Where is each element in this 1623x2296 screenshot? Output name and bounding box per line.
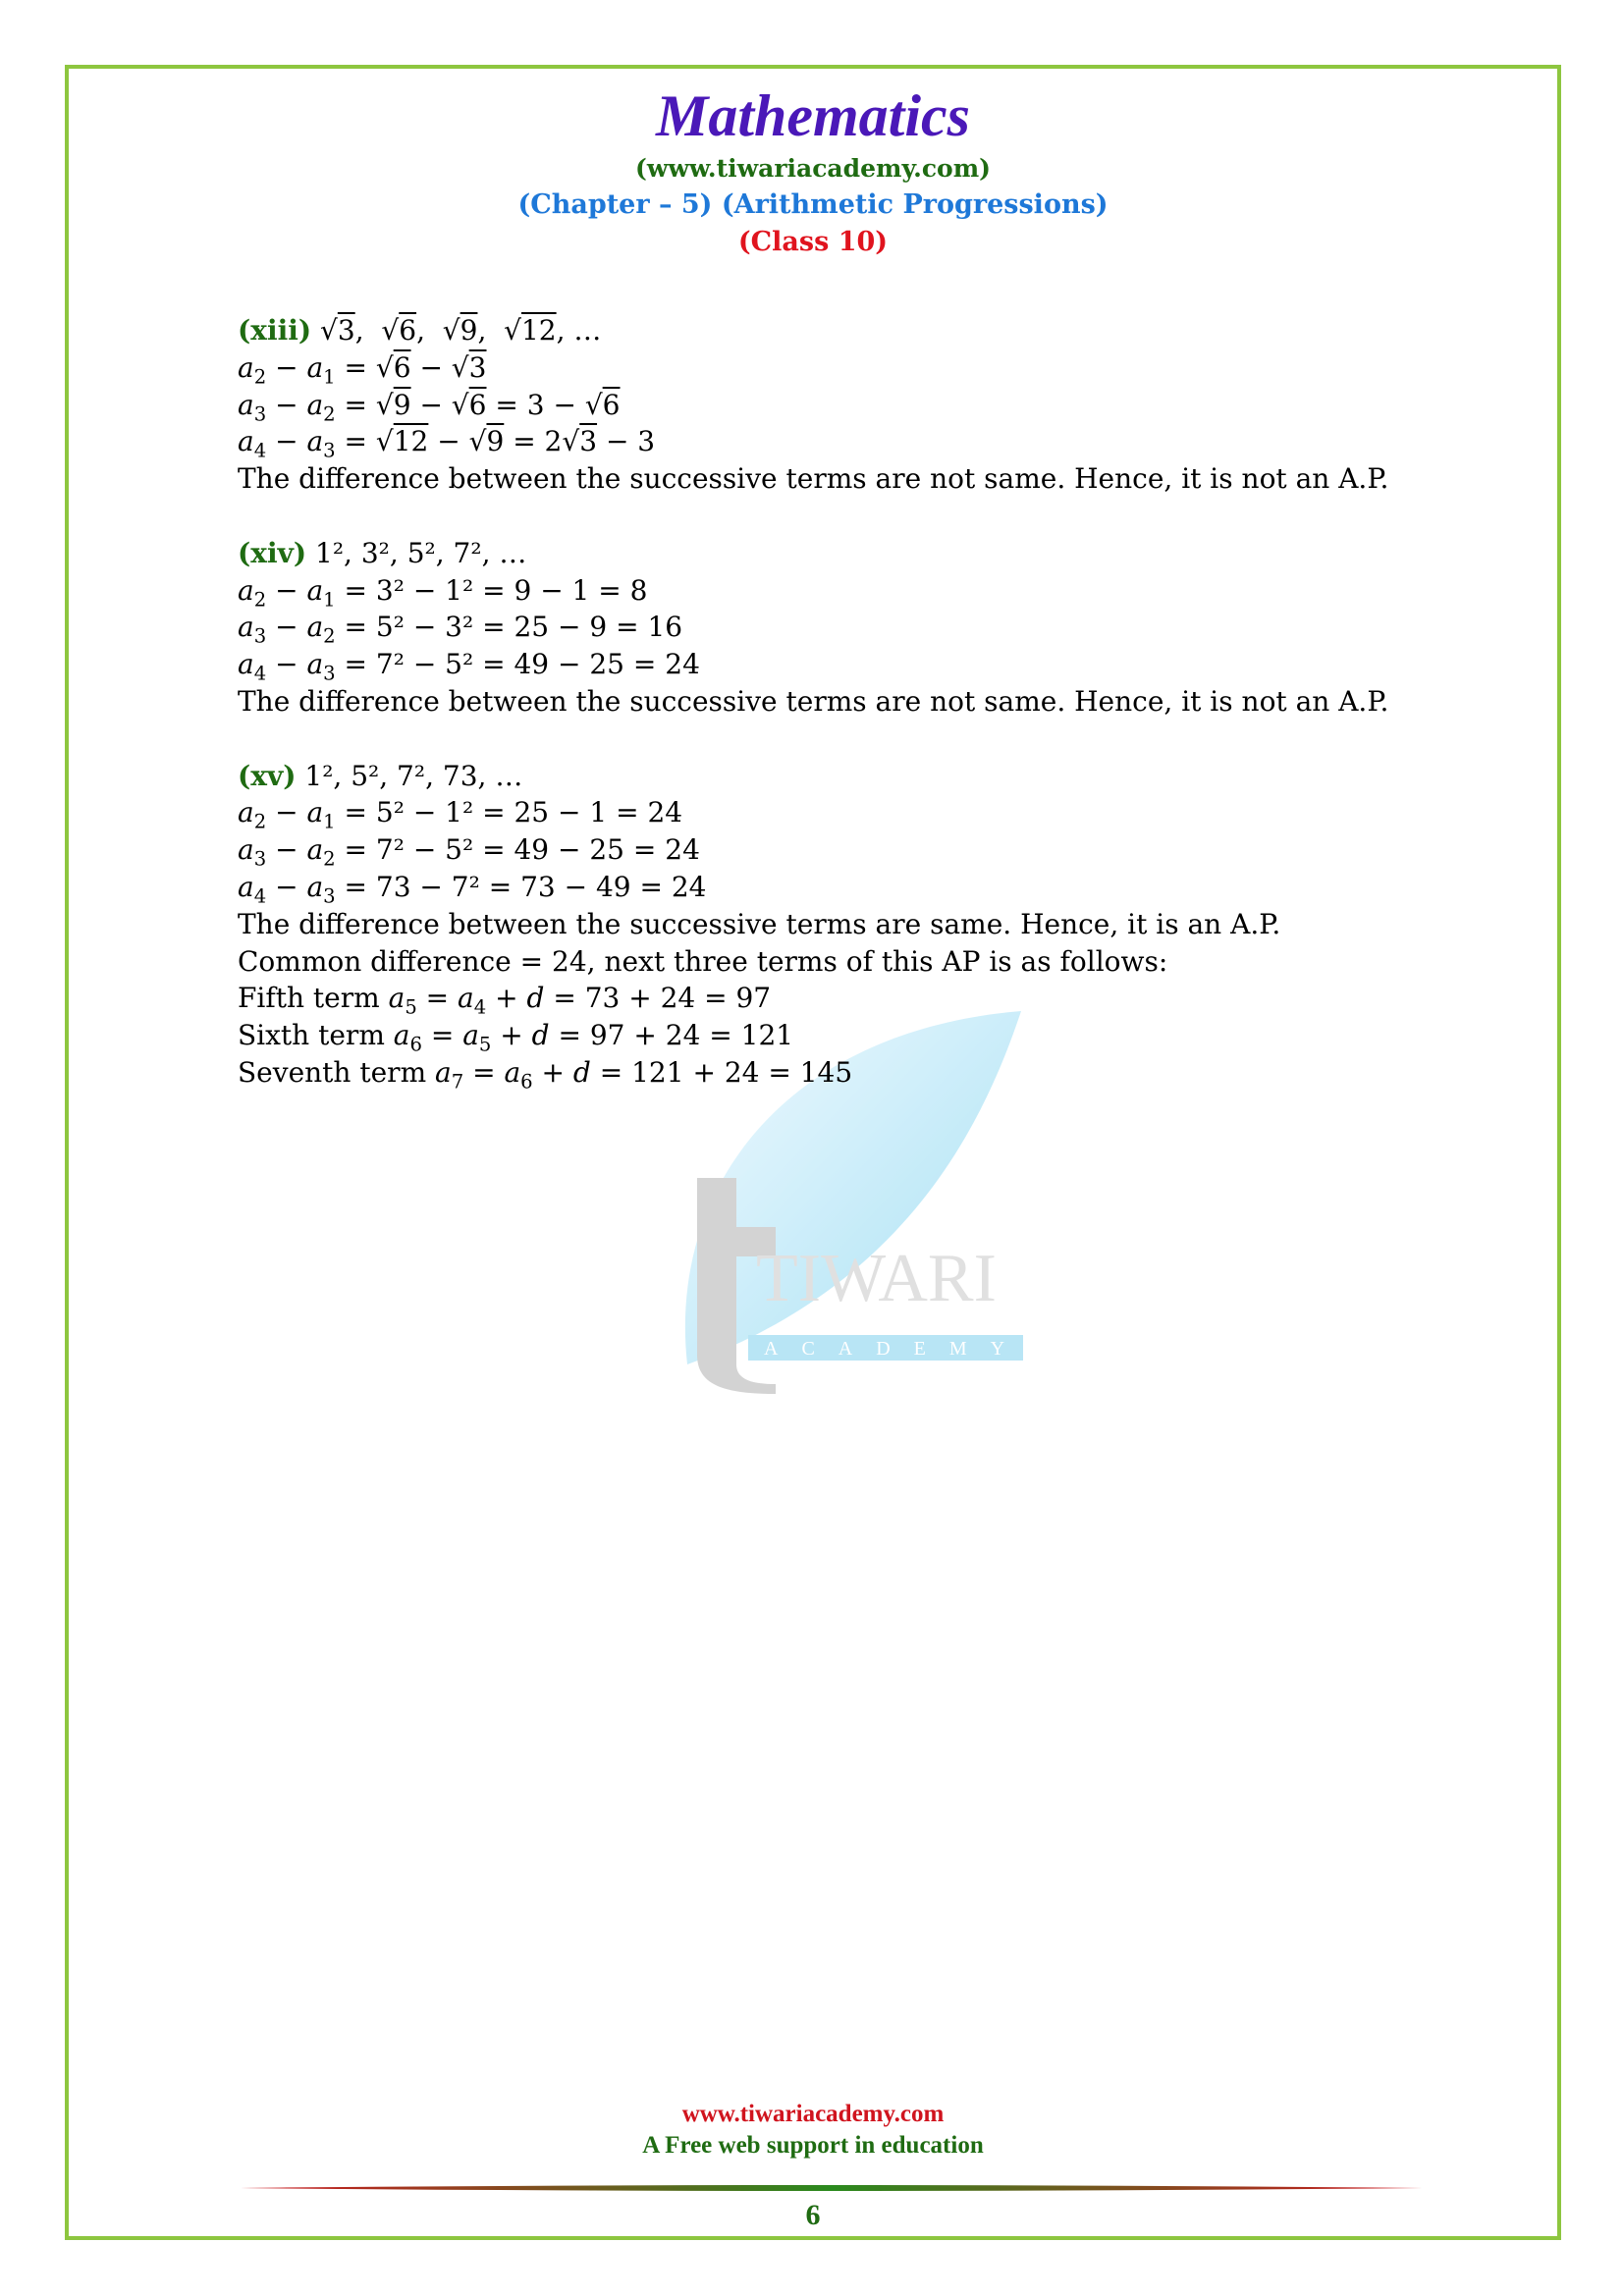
page-title: Mathematics xyxy=(655,83,970,148)
xv-sequence: 1², 5², 7², 73, … xyxy=(304,759,523,792)
xiv-conclusion: The difference between the successive terms are not same. Hence, it is not an A.P. xyxy=(238,684,1389,718)
watermark-sub: ACADEMY xyxy=(764,1338,1029,1360)
xiv-sequence-line xyxy=(238,535,1396,572)
xv-seventh-term: Seventh term $a_7 = a_6 + d = 121 + 24 = 145$ xyxy=(238,1055,853,1094)
xv-sixth-term: Sixth term $a_6 = a_5 + d = 97 + 24 = 121$ xyxy=(238,1019,794,1056)
header-site-link[interactable]: (www.tiwariacademy.com) xyxy=(634,154,991,183)
xiii-eq-1: $a_2 - a_1 = √6 - √3$ xyxy=(238,350,487,389)
page-footer xyxy=(65,2099,1561,2162)
solution-content xyxy=(238,312,1396,1092)
xiii-eq-3: $a_4 - a_3 = √12 - √9 = 2√3 - 3$ xyxy=(238,425,656,462)
xv-eq-1: $a_2 - a_1 = 5^2 - 1^2 = 25 - 1 = 24$ xyxy=(238,796,683,833)
xiii-label: (xiii) xyxy=(238,314,312,347)
xiv-label: (xiv) xyxy=(238,536,307,569)
xiv-sequence: 1², 3², 5², 7², … xyxy=(315,536,527,569)
page-number: 6 xyxy=(805,2199,821,2231)
class-heading: (Class 10) xyxy=(737,227,889,257)
footer-tagline: A Free web support in education xyxy=(642,2132,984,2159)
xv-conclusion: The difference between the successive terms are same. Hence, it is an A.P. xyxy=(238,907,1281,940)
xv-eq-3: $a_4 - a_3 = 73 - 7^2 = 73 - 49 = 24$ xyxy=(238,870,707,908)
xiv-eq-1: $a_2 - a_1 = 3^2 - 1^2 = 9 - 1 = 8$ xyxy=(238,573,648,612)
watermark-brand: TIWARI xyxy=(756,1241,997,1316)
xv-eq-2: $a_3 - a_2 = 7^2 - 5^2 = 49 - 25 = 24$ xyxy=(238,833,700,871)
xv-label: (xv) xyxy=(238,759,297,792)
footer-divider xyxy=(241,2184,1423,2192)
xv-fifth-term: Fifth term $a_5 = a_4 + d = 73 + 24 = 97$ xyxy=(238,982,772,1019)
xiv-eq-2: $a_3 - a_2 = 5^2 - 3^2 = 25 - 9 = 16$ xyxy=(238,611,683,648)
xiv-eq-3: $a_4 - a_3 = 7^2 - 5^2 = 49 - 25 = 24$ xyxy=(238,648,700,685)
xv-common-difference: Common difference = 24, next three terms of this AP is as follows: xyxy=(238,944,1168,978)
xiii-conclusion: The difference between the successive terms are not same. Hence, it is not an A.P. xyxy=(238,462,1389,496)
xiii-eq-2: $a_3 - a_2 = √9 - √6 = 3 - √6$ xyxy=(238,388,621,426)
chapter-heading: (Chapter – 5) (Arithmetic Progressions) xyxy=(517,189,1109,220)
xv-sequence-line xyxy=(238,758,1396,795)
footer-site-link[interactable]: www.tiwariacademy.com xyxy=(681,2101,945,2127)
page-header xyxy=(65,80,1561,261)
xiii-sequence-line: (xiii) √3, √6, √9, √12, … xyxy=(238,314,602,347)
